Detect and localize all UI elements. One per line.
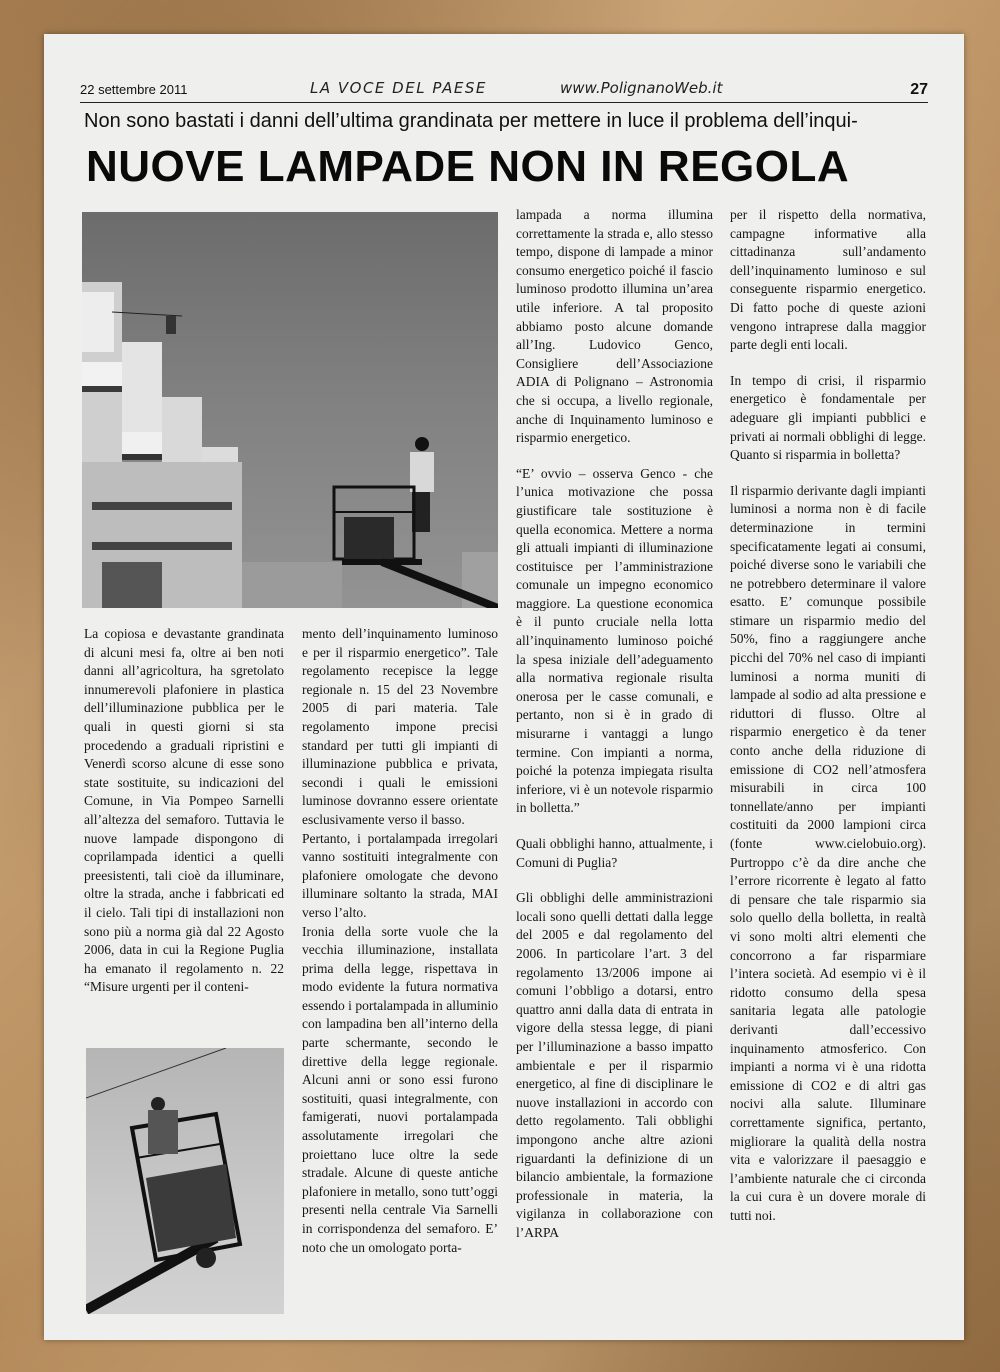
- article-headline: NUOVE LAMPADE NON IN REGOLA: [86, 142, 850, 191]
- article-column-2: [302, 625, 498, 1315]
- article-column-1: [84, 625, 284, 1043]
- page-number: 27: [910, 81, 928, 98]
- paragraph: mento dell’inquinamento luminoso e per il risparmio energetico”. Tale regolamento recepisce la legge regionale n. 15 del 23 Novembre 2005 di pari materia. Tale regolamento impone precisi standard per tutti gli impianti di illuminazione pubblica e privata, secondi i quali le emissioni luminose dovranno essere orientate esclusivamente verso il basso.: [302, 626, 498, 827]
- paragraph: Gli obblighi delle amministrazioni locali sono quelli dettati dalla legge del 2005 e dal regolamento del 2006. In particolare l’art. 3 del regolamento 13/2006 impone ai comuni l’obbligo a dotarsi, entro quattro anni dalla data di entrata in vigore della stessa legge, di piani per l’illuminazione a basso impatto ambientale e per il risparmio energetico, al fine di disciplinare le nuove installazioni in accordo con detto regolamento. Tali obblighi impongono anche altre azioni riguardanti la definizione di un bilancio ambientale, la formazione professionale in materia, la vigilanza in collaborazione con l’ARPA: [516, 890, 713, 1240]
- paragraph: per il rispetto della normativa, campagne informative alla cittadinanza sull’andamento dell’inquinamento luminoso e sul conseguente risparmio energetico. Di fatto poche di queste azioni vengono intraprese dalla maggior parte degli enti locali.: [730, 207, 926, 353]
- paragraph: Pertanto, i portalampada irregolari vanno sostituiti integralmente con plafoniere omologate che devono illuminare soltanto la strada, MAI verso l’alto.: [302, 830, 498, 920]
- website-link[interactable]: www.PolignanoWeb.it: [560, 79, 723, 97]
- paragraph: Ironia della sorte vuole che la vecchia illuminazione, installata prima della legge, rispettava in modo evidente la futura normativa essendo i portalampada in alluminio con lampadina ben all’interno della parte schermante, secondo le direttive della legge regionale. Alcuni anni or sono essi furono sostituiti, quasi integralmente, con famigerati, nuovi portalampada assolutamente irregolari che proiettano luce oltre la sede stradale. Alcune di queste antiche plafoniere in metallo, sono tutt’oggi presenti nella centrale Via Sarnelli in corrispondenza del semaforo. E’ noto che un omologato porta-: [302, 923, 498, 1255]
- paragraph: “E’ ovvio – osserva Genco - che l’unica motivazione che possa giustificare tale sostituzione è quella economica. Mettere a norma gli attuali impianti di illuminazione costituisce per l’amministrazione comunale un impegno economico maggiore. La questione economica è il punto cruciale nella lotta all’inquinamento luminoso poiché la spesa iniziale dell’adeguamento alla normativa regionale risulta onerosa per le casse comunali, e pertanto, non si è in grado di misurarne i vantaggi a lungo termine. Con impianti a norma, poiché la potenza impiegata risulta inferiore, vi è un notevole risparmio in bolletta.”: [516, 465, 713, 816]
- newspaper-page: [44, 34, 964, 1340]
- interview-question: Quali obblighi hanno, attualmente, i Comuni di Puglia?: [516, 836, 713, 870]
- publication-title: LA VOCE DEL PAESE: [310, 79, 487, 97]
- paragraph: lampada a norma illumina correttamente la strada e, allo stesso tempo, dispone di lampade a minor consumo energetico poiché il fascio luminoso prodotto illumina un’area utile inferiore. A tal proposito abbiamo posto alcune domande all’Ing. Ludovico Genco, Consigliere dell’Associazione ADIA di Polignano – Astronomia che si occupa, a livello regionale, anche di Inquinamento luminoso e risparmio energetico.: [516, 207, 713, 446]
- page-header: [80, 78, 928, 103]
- article-column-3: [516, 206, 713, 1316]
- interview-question: In tempo di crisi, il risparmio energetico è fondamentale per adeguare gli impianti pubblici e privati ai normali obblighi di legge. Quanto si risparmia in bolletta?: [730, 372, 926, 463]
- paragraph: Il risparmio derivante dagli impianti luminosi a norma non è di facile determinazione in termini specificatamente legati ai consumi, poiché diverse sono le variabili che ne potrebbero determinare il valore esatto. E’ comunque possibile stimare un risparmio medio del 50%, fino a raggiungere anche picchi del 70% nel caso di impianti luminosi a norma muniti di lampade al sodio ad alta pressione e riduttori di flusso. Oltre al risparmio energetico è da tener conto anche della riduzione di emissione di CO2 nell’atmosfera misurabili in circa 100 tonnellate/anno per impianti costituiti da 2000 lampioni circa (fonte www.cielobuio.org). Purtroppo c’è da dire anche che l’errore ricorrente è legato al fatto di pensare che tale risparmio sia solo quello della bolletta, in realtà vi sono molti altri elementi che concorrono a far risparmiare l’intera società. Ad esempio vi è il ridotto consumo della spesa sanitaria legata alle patologie derivanti dall’eccessivo inquinamento atmosferico. Con impianti a norma vi è una ridotta emissione di CO2 e di altri gas nocivi alla salute. Illuminare correttamente significa, pertanto, migliorare la qualità della nostra vita e valorizzare il paesaggio e l’ambiente naturale che ci circonda la cui cura è un dovere morale di tutti noi.: [730, 482, 926, 1223]
- issue-date: 22 settembre 2011: [80, 82, 188, 97]
- paragraph: La copiosa e devastante grandinata di alcuni mesi fa, oltre ai ben noti danni all’agricoltura, ha sgretolato innumerevoli plafoniere in plastica dell’illuminazione pubblica per le quali in questi giorni si sta procedendo a graduali ripristini e Venerdì scorso alcune di esse sono state sostituite, su indicazioni del Comune, in Via Pompeo Sarnelli all’altezza del semaforo. Tuttavia le nuove lampade dispongono di coprilampada identici a quelli preesistenti, tali cioè da illuminare, oltre la strada, anche i fabbricati ed il cielo. Tali tipi di installazioni non sono più a norma già dal 22 Agosto 2006, data in cui la Regione Puglia ha emanato il regolamento n. 22 “Misure urgenti per il conteni-: [84, 626, 284, 995]
- article-column-4: [730, 206, 926, 1316]
- photo-worker-on-lift: [82, 212, 498, 608]
- photo-lift-basket: [86, 1048, 284, 1314]
- article-kicker: Non sono bastati i danni dell’ultima grandinata per mettere in luce il problema dell’inqui-: [84, 110, 858, 132]
